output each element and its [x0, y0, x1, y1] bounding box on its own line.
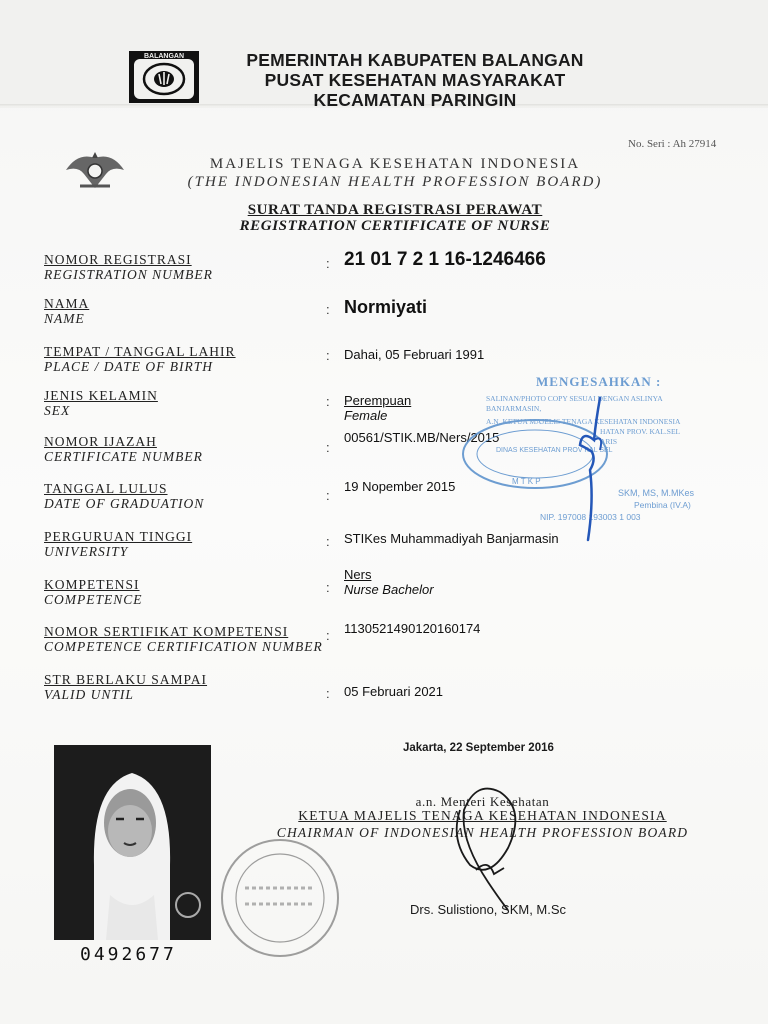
seal-mid: M T K P — [512, 477, 541, 486]
portrait-image — [54, 745, 211, 940]
label-sex: JENIS KELAMIN SEX — [44, 388, 158, 418]
board-name-id: MAJELIS TENAGA KESEHATAN INDONESIA — [209, 156, 581, 172]
value-name: Normiyati — [344, 297, 428, 317]
stamp-line-3: A.N. KETUA MAJELIS TENAGA KESEHATAN INDONESIA — [486, 417, 681, 426]
issue-date: Jakarta, 22 September 2016 — [403, 742, 554, 754]
signature-title-en: CHAIRMAN OF INDONESIAN HEALTH PROFESSION BOARD — [276, 825, 689, 840]
stamp-title: MENGESAHKAN : — [536, 374, 662, 389]
holder-photo — [54, 745, 211, 940]
colon: : — [326, 256, 330, 271]
stamp-line-4: HATAN PROV. KAL.SEL — [600, 427, 681, 436]
value-certificate-number: 00561/STIK.MB/Ners/2015 — [344, 430, 500, 445]
label-competence: KOMPETENSI COMPETENCE — [44, 577, 143, 607]
stamp-line-1: SALINAN/PHOTO COPY SESUAI DENGAN ASLINYA — [486, 394, 663, 403]
header-line-3: KECAMATAN PARINGIN — [313, 90, 517, 110]
stamp-nip: NIP. 197008 193003 1 003 — [540, 512, 641, 522]
official-seal — [205, 820, 345, 970]
photo-number: 0492677 — [80, 944, 177, 965]
document-title-en: REGISTRATION CERTIFICATE OF NURSE — [239, 218, 551, 234]
stamp-official-name: SKM, MS, M.MKes — [618, 488, 695, 498]
colon: : — [326, 628, 330, 643]
signature-title-id: KETUA MAJELIS TENAGA KESEHATAN INDONESIA — [298, 808, 667, 823]
value-valid-until: 05 Februari 2021 — [344, 684, 444, 699]
value-place-date-birth: Dahai, 05 Februari 1991 — [344, 347, 485, 362]
crest-text: BALANGAN — [143, 53, 185, 60]
label-certificate-number: NOMOR IJAZAH CERTIFICATE NUMBER — [44, 434, 203, 464]
value-graduation-date: 19 Nopember 2015 — [344, 479, 456, 494]
value-competence-cert-number: 1130521490120160174 — [344, 621, 481, 636]
colon: : — [326, 580, 330, 595]
garuda-emblem-icon — [62, 144, 128, 194]
value-sex: Perempuan Female — [344, 393, 412, 423]
value-competence: Ners Nurse Bachelor — [344, 567, 434, 597]
signature-on-behalf: a.n. Menteri Kesehatan — [415, 794, 550, 809]
seal-text: DINAS KESEHATAN PROV KAL SEL — [496, 447, 613, 454]
document-title-id: SURAT TANDA REGISTRASI PERAWAT — [247, 202, 543, 218]
colon: : — [326, 302, 330, 317]
colon: : — [326, 686, 330, 701]
stamp-line-2: BANJARMASIN, — [486, 404, 542, 413]
value-university: STIKes Muhammadiyah Banjarmasin — [344, 531, 559, 546]
label-place-date-birth: TEMPAT / TANGGAL LAHIR PLACE / DATE OF BIRTH — [44, 344, 236, 374]
header-line-1: PEMERINTAH KABUPATEN BALANGAN — [246, 50, 584, 70]
label-name: NAMA NAME — [44, 296, 90, 326]
board-name-en: (THE INDONESIAN HEALTH PROFESSION BOARD) — [187, 174, 603, 190]
colon: : — [326, 394, 330, 409]
blue-signature — [560, 390, 620, 550]
colon: : — [326, 440, 330, 455]
stamp-line-5: ARIS — [600, 437, 618, 446]
label-valid-until: STR BERLAKU SAMPAI VALID UNTIL — [44, 672, 208, 702]
balangan-crest-icon — [128, 50, 200, 104]
label-university: PERGURUAN TINGGI UNIVERSITY — [44, 529, 193, 559]
header-line-2: PUSAT KESEHATAN MASYARAKAT — [264, 70, 566, 90]
stamp-rank: Pembina (IV.A) — [634, 500, 691, 510]
colon: : — [326, 488, 330, 503]
label-registration-number: NOMOR REGISTRASI REGISTRATION NUMBER — [44, 252, 213, 282]
colon: : — [326, 534, 330, 549]
official-name: Drs. Sulistiono, SKM, M.Sc — [410, 902, 567, 917]
label-competence-cert-number: NOMOR SERTIFIKAT KOMPETENSI COMPETENCE CERTIFICATION NUMBER — [44, 624, 323, 654]
colon: : — [326, 348, 330, 363]
value-registration-number: 21 01 7 2 1 16-1246466 — [344, 249, 546, 270]
chairman-signature — [430, 770, 560, 920]
serial-number: No. Seri : Ah 27914 — [628, 138, 717, 150]
label-graduation-date: TANGGAL LULUS DATE OF GRADUATION — [44, 481, 205, 511]
